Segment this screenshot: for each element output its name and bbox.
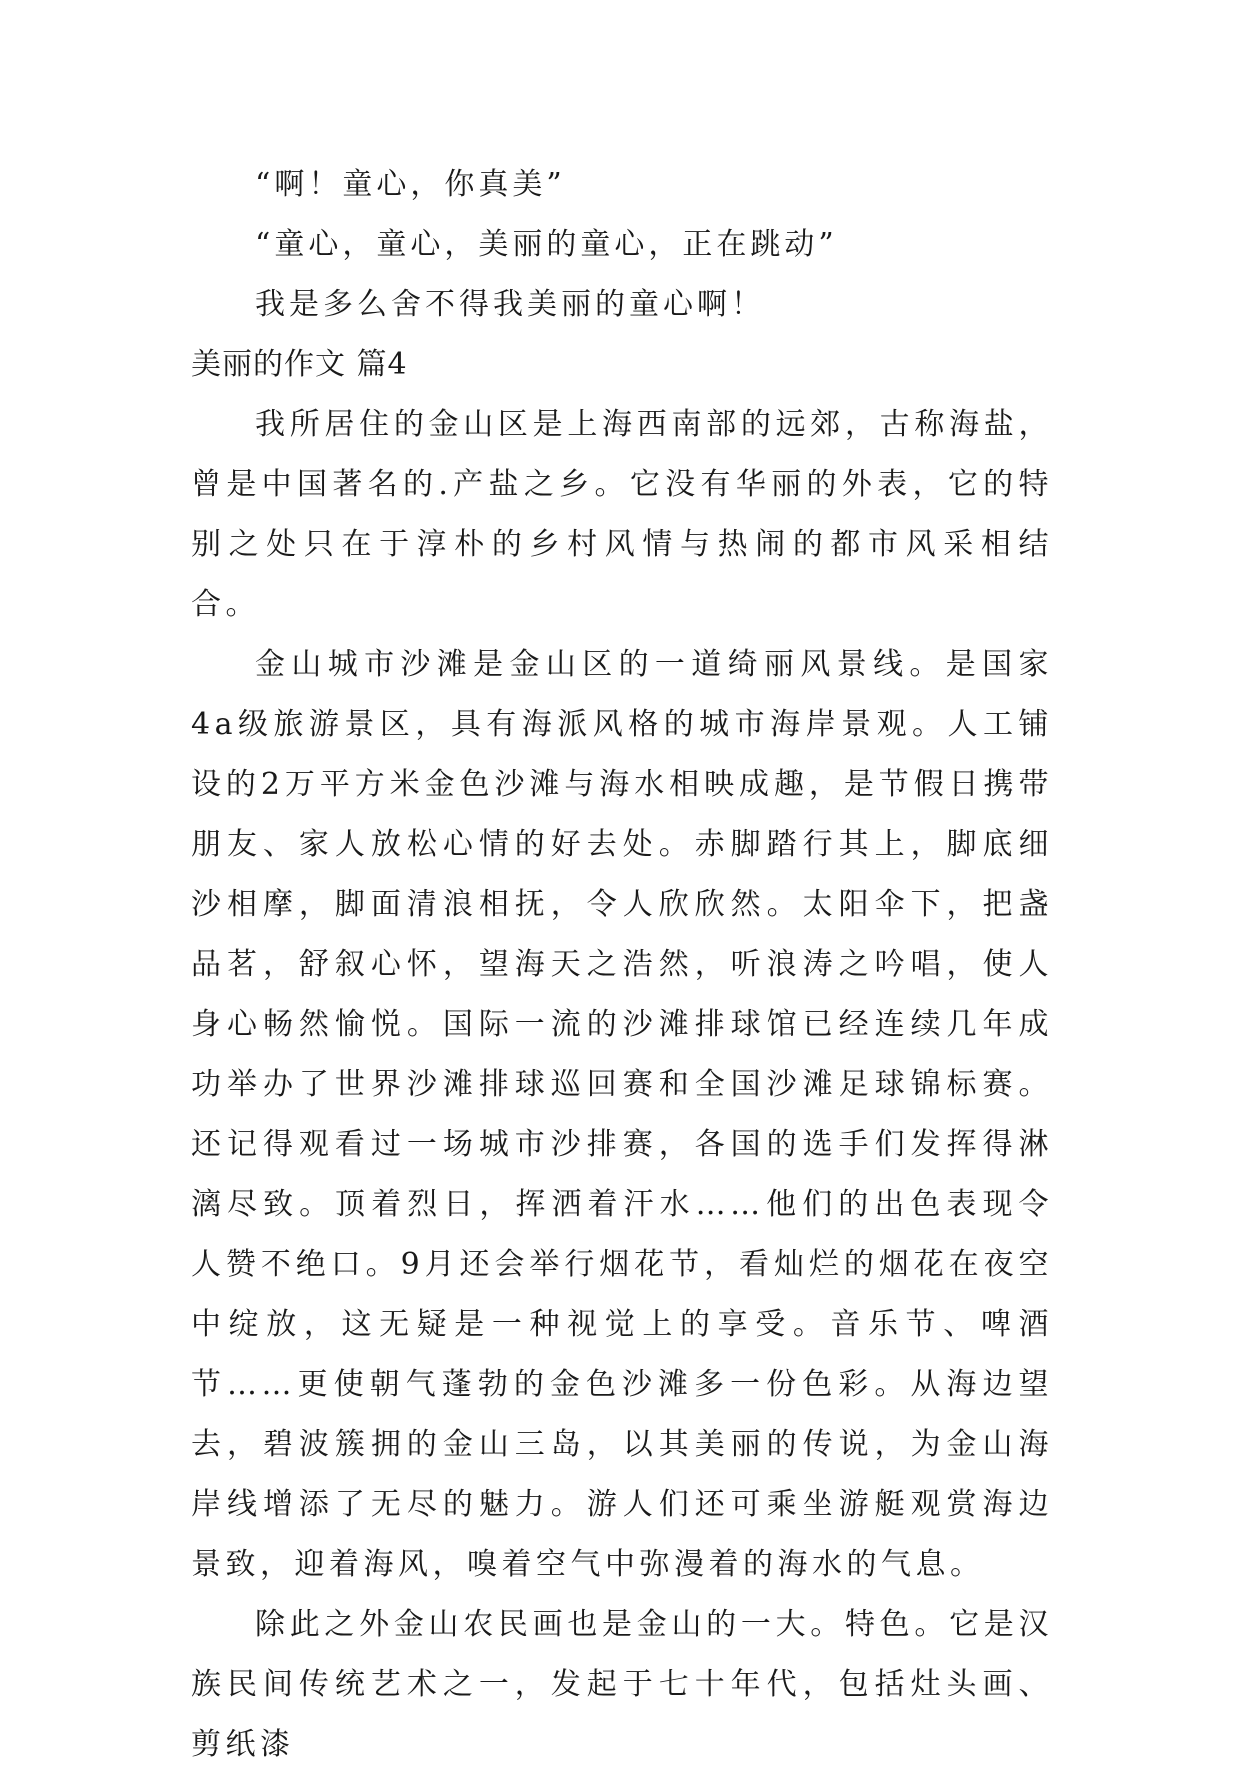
paragraph: 我所居住的金山区是上海西南部的远郊，古称海盐，曾是中国著名的.产盐之乡。它没有华丽的外表，它的特别之处只在于淳朴的乡村风情与热闹的都市风采相结合。 [191,407,1053,622]
paragraph: 金山城市沙滩是金山区的一道绮丽风景线。是国家4a级旅游景区，具有海派风格的城市海岸景观。人工铺设的2万平方米金色沙滩与海水相映成趣，是节假日携带朋友、家人放松心情的好去处。赤脚踏行其上，脚底细沙相摩，脚面清浪相抚，令人欣欣然。太阳伞下，把盏品茗，舒叙心怀，望海天之浩然，听浪涛之吟唱，使人身心畅然愉悦。国际一流的沙滩排球馆已经连续几年成功举办了世界沙滩排球巡回赛和全国沙滩足球锦标赛。还记得观看过一场城市沙排赛，各国的选手们发挥得淋漓尽致。顶着烈日，挥洒着汗水……他们的出色表现令人赞不绝口。9月还会举行烟花节，看灿烂的烟花在夜空中绽放，这无疑是一种视觉上的享受。音乐节、啤酒节……更使朝气蓬勃的金色沙滩多一份色彩。从海边望去，碧波簇拥的金山三岛，以其美丽的传说，为金山海岸线增添了无尽的魅力。游人们还可乘坐游艇观赏海边景致，迎着海风，嗅着空气中弥漫着的海水的气息。 [191,647,1053,1582]
section-heading: 美丽的作文 篇4 [191,347,408,382]
intro-line: “童心，童心，美丽的童心，正在跳动” [255,227,838,262]
document-body [191,155,1053,1775]
paragraph: 除此之外金山农民画也是金山的一大。特色。它是汉族民间传统艺术之一，发起于七十年代，包括灶头画、剪纸漆 [191,1607,1053,1762]
intro-line: 我是多么舍不得我美丽的童心啊！ [255,287,765,322]
intro-line: “啊！童心，你真美” [255,167,566,202]
